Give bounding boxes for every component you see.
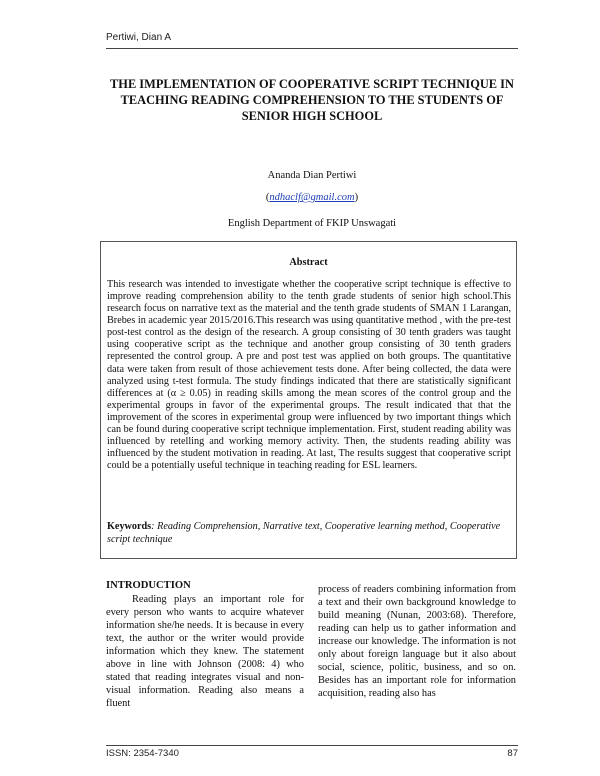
author-email-line [106, 192, 518, 203]
email-open-paren: ( [265, 192, 270, 203]
footer-issn: ISSN: 2354-7340 [106, 748, 179, 759]
author-affiliation: English Department of FKIP Unswagati [227, 218, 397, 229]
author-name: Ananda Dian Pertiwi [267, 170, 357, 181]
page-number: 87 [507, 748, 518, 759]
introduction-right-column [318, 583, 516, 700]
introduction-paragraph-left: Reading plays an important role for every person who wants to acquire whatever information she/he needs. It is because in every text, the author or the writer would provide information which they knew. The statement above in line with Johnson (2008: 4) who stated that reading integrates visual and non-visual information. Reading also means a fluent [106, 594, 304, 710]
keywords-label: Keywords [107, 521, 152, 532]
introduction-paragraph-right: process of readers combining information from a text and their own background knowledge to build meaning (Nunan, 2003:68). Therefore, reading can help us to gather information and increase our knowledge. The information is not only about foreign language but it also about social, science, politic, business, and so on. Besides has an important role for information acquisition, reading also has [318, 584, 516, 700]
abstract-box [100, 241, 517, 559]
abstract-text: This research was intended to investigate whether the cooperative script technique is effective to improve reading comprehension ability to the tenth grade students of senior high school.This research focus on narrative text as the material and the tenth grade students of SMAN 1 Larangan, Brebes in academic year 2015/2016.This research was using quantitative method , with the pre-test post-test control as the design of the research. A group consisting of 30 tenth graders was taught using cooperative script as the technique and another group consisting of 30 tenth graders represented the control group. A pre and post test was applied on both groups. The quantitative data were taken from result of those achievement tests done. After being collected, the data were analyzed using t-test formula. The study findings indicated that there are statistically significant differences at (α ≥ 0.05) in reading skills among the mean scores of the control group and the experimental groups in favor of the experimental groups. The result indicated that that the improvement of the scores in experimental group were influenced by two important things which can be found during cooperative script technique implementation. First, student reading ability was influenced by retelling and working memory activity. Then, the students reading ability was influenced by the student motivation in reading. At last, The results suggest that cooperative script could be a potentially useful technique in teaching reading for ESL learners. [107, 279, 511, 472]
author-email-link[interactable]: ndhaclf@gmail.com [269, 192, 355, 203]
paper-title: THE IMPLEMENTATION OF COOPERATIVE SCRIPT TECHNIQUE IN TEACHING READING COMPREHENSION TO THE STUDENTS OF SENIOR HIGH SCHOOL [110, 77, 514, 123]
email-close-paren: ) [354, 192, 359, 203]
introduction-left-column [106, 579, 304, 710]
keywords-text: : Reading Comprehension, Narrative text, Cooperative learning method, Cooperative script technique [107, 521, 501, 545]
introduction-heading: INTRODUCTION [106, 580, 191, 591]
running-header-author: Pertiwi, Dian A [106, 32, 172, 43]
header-divider [106, 48, 518, 49]
keywords [107, 521, 511, 546]
abstract-heading: Abstract [289, 257, 328, 268]
footer-divider [106, 745, 518, 746]
